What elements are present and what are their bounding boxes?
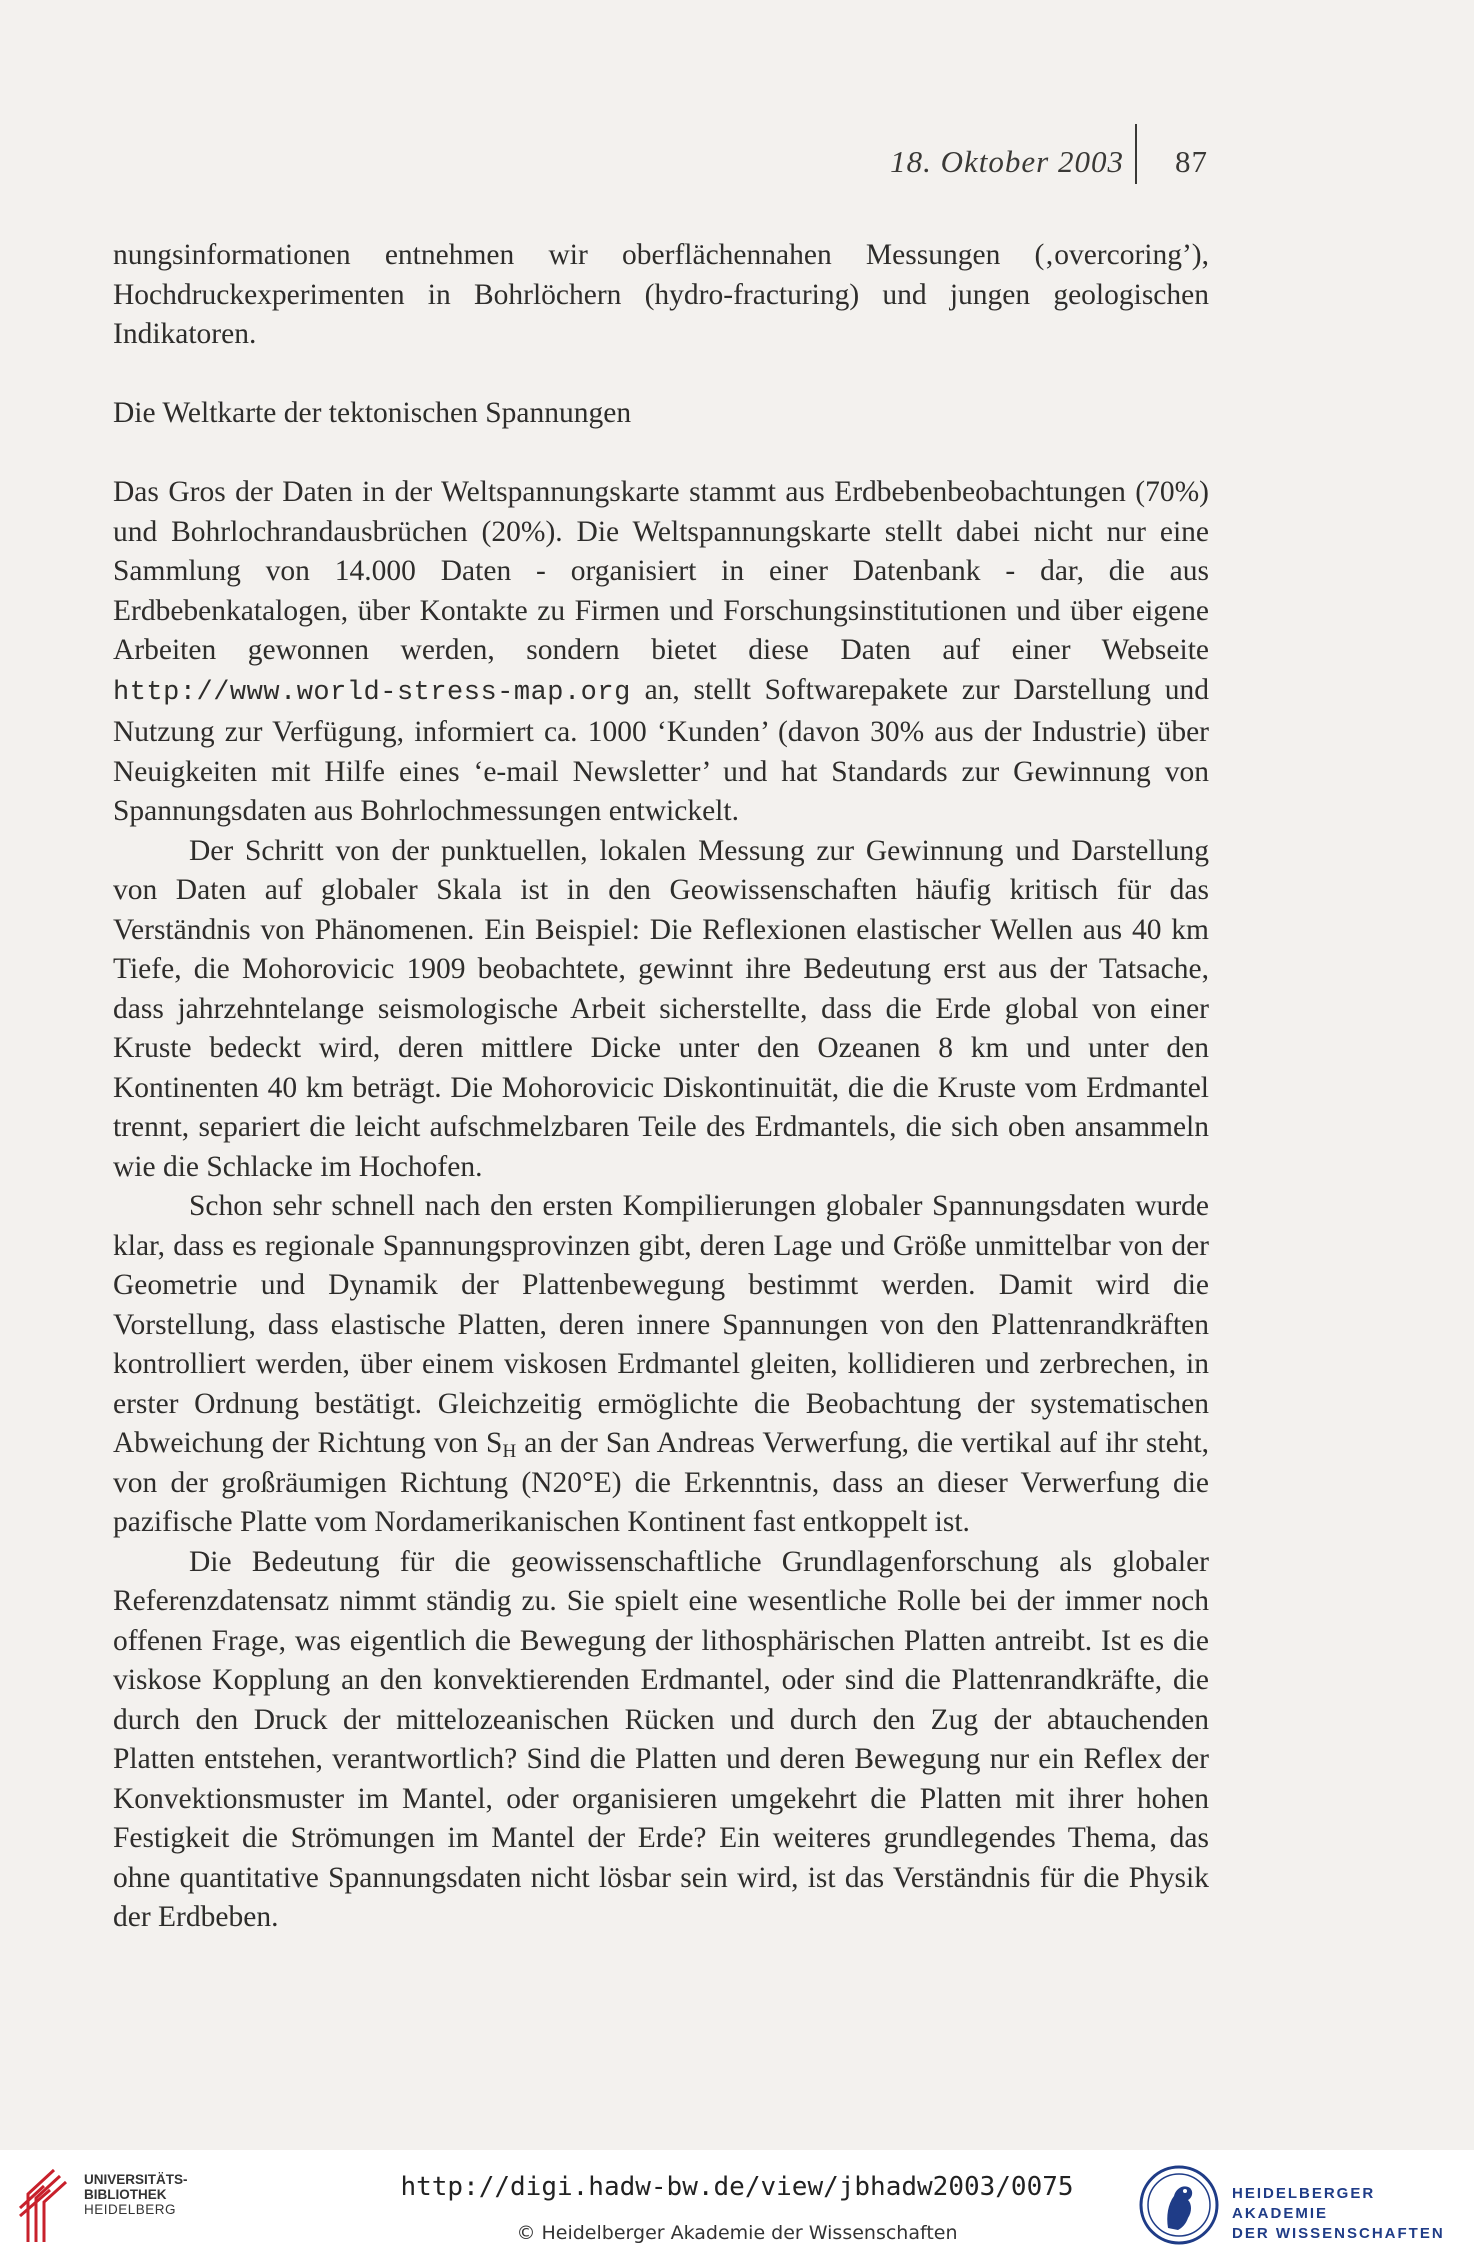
digitization-footer bbox=[0, 2150, 1474, 2258]
page-number: 87 bbox=[1175, 144, 1208, 179]
library-name-line: UNIVERSITÄTS- bbox=[84, 2172, 188, 2187]
paragraph bbox=[113, 473, 1209, 832]
copyright-notice: © Heidelberger Akademie der Wissenschaften bbox=[516, 2222, 958, 2244]
paragraph: Der Schritt von der punktuellen, lokalen Messung zur Gewinnung und Darstellung von Daten auf globaler Skala ist in den Geowissenschaften häufig kritisch für das Verständnis von Phänomenen. Ein Beispiel: Die Reflexionen elastischer Wellen aus 40 km Tiefe, die Mohorovicic 1909 beobachtete, gewinnt ihre Bedeutung erst aus der Tatsache, dass jahrzehntelange seismologische Arbeit sicherstellte, dass die Erde global von einer Kruste bedeckt wird, deren mittlere Dicke unter den Ozeanen 8 km und unter den Kontinenten 40 km beträgt. Die Mohorovicic Diskontinuität, die die Kruste vom Erdmantel trennt, separiert die leicht aufschmelzbaren Teile des Erdmantels, die sich oben ansammeln wie die Schlacke im Hochofen. bbox=[113, 834, 1209, 1183]
academy-name-line: DER WISSENSCHAFTEN bbox=[1232, 2225, 1445, 2242]
paragraph-text: Das Gros der Daten in der Weltspannungskarte stammt aus Erdbebenbeobachtungen (70%) und Bohrlochrandausbrüchen (20%). Die Weltspannungskarte stellt dabei nicht nur eine Sammlung von 14.000 Daten - organisiert in einer Datenbank - dar, die aus Erdbebenkatalogen, über Kontakte zu Firmen und Forschungsinstitutionen und über eigene Arbeiten gewonnen werden, sondern bietet diese Daten auf einer Webseite bbox=[113, 476, 1209, 666]
hadw-seal-logo-icon bbox=[1138, 2164, 1220, 2246]
paragraph-text: an, stellt Softwarepakete zur Darstellung und Nutzung zur Verfügung, informiert ca. 1000 ‘Kunden’ (davon 30% aus der Industrie) über Neuigkeiten mit Hilfe eines ‘e-mail Newsletter’ und hat Standards zur Gewinnung von Spannungsdaten aus Bohrlochmessungen entwickelt. bbox=[113, 673, 1209, 827]
section-heading: Die Weltkarte der tektonischen Spannungen bbox=[113, 397, 632, 429]
library-name-line: BIBLIOTHEK bbox=[84, 2187, 167, 2202]
subscript: H bbox=[502, 1441, 517, 1462]
paragraph bbox=[113, 1187, 1209, 1543]
paragraph: Die Bedeutung für die geowissenschaftliche Grundlagenforschung als globaler Referenzdatensatz nimmt ständig zu. Sie spielt eine wesentliche Rolle bei der immer noch offenen Frage, was eigentlich die Bewegung der lithosphärischen Platten antreibt. Ist es die viskose Kopplung an den konvektierenden Erdmantel, oder sind die Plattenrandkräfte, die durch den Druck der mittelozeanischen Rücken und durch den Zug der abtauchenden Platten entstehen, verantwortlich? Sind die Platten und deren Bewegung nur ein Reflex der Konvektionsmuster im Mantel, oder organisieren umgekehrt die Platten mit ihrer hohen Festigkeit die Strömungen im Mantel der Erde? Ein weiteres grundlegendes Thema, das ohne quantitative Spannungsdaten nicht lösbar sein wird, ist das Verständnis für die Physik der Erdbeben. bbox=[113, 1545, 1209, 1933]
paragraph-continued: nungsinformationen entnehmen wir oberflächennahen Messungen (‚overcoring’), Hochdruckexperimenten in Bohrlöchern (hydro-fracturing) und jungen geologischen Indikatoren. bbox=[113, 239, 1209, 350]
body-text bbox=[113, 236, 1209, 1938]
header-date: 18. Oktober 2003 bbox=[890, 144, 1124, 179]
website-url: http://www.world-stress-map.org bbox=[113, 677, 631, 708]
paragraph-text: an der San Andreas Verwerfung, die vertikal auf ihr steht, von der großräumigen Richtung (N20°E) die Erkenntnis, dass an dieser Verwerfung die pazifische Platte vom Nordamerikanischen Kontinent fast entkoppelt ist. bbox=[113, 1427, 1209, 1538]
academy-name bbox=[1232, 2184, 1474, 2244]
running-header bbox=[0, 138, 1474, 188]
library-name-line: HEIDELBERG bbox=[84, 2202, 177, 2217]
permalink-url[interactable]: http://digi.hadw-bw.de/view/jbhadw2003/0075 bbox=[400, 2172, 1074, 2202]
paragraph-text: Schon sehr schnell nach den ersten Kompilierungen globaler Spannungsdaten wurde klar, dass es regionale Spannungsprovinzen gibt, deren Lage und Größe unmittelbar von der Geometrie und Dynamik der Plattenbewegung bestimmt werden. Damit wird die Vorstellung, dass elastische Platten, deren innere Spannungen von den Plattenrandkräften kontrolliert werden, über einem viskosen Erdmantel gleiten, kollidieren und zerbrechen, in erster Ordnung bestätigt. Gleichzeitig ermöglichte die Beobachtung der systematischen Abweichung der Richtung von S bbox=[113, 1190, 1209, 1459]
header-divider bbox=[1135, 124, 1137, 184]
academy-name-line: HEIDELBERGER AKADEMIE bbox=[1232, 2185, 1376, 2222]
